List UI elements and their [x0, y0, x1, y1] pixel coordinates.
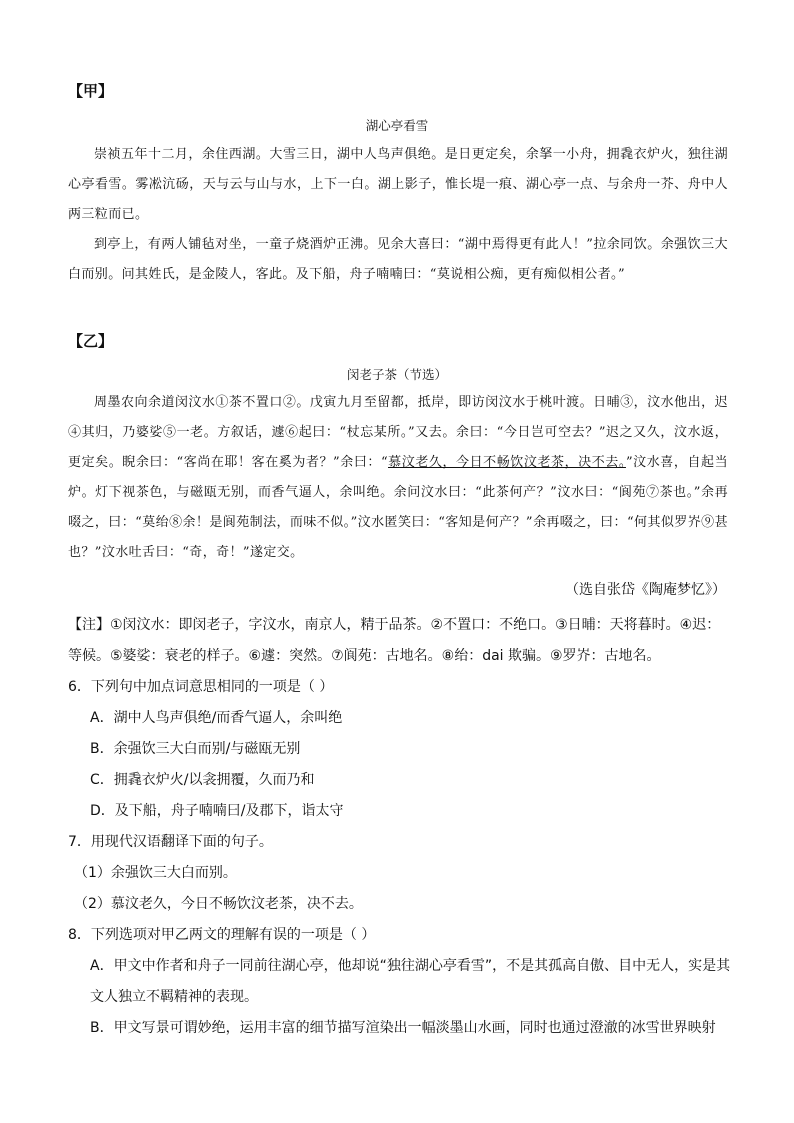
question-7-item-1: （1）余强饮三大白而别。: [74, 865, 237, 881]
passage-b-title: 闵老子茶（节选）: [346, 367, 447, 382]
passage-b-underlined-sentence: 慕汶老久，今日不畅饮汶老茶，决不去。: [388, 455, 626, 470]
passage-a-title: 湖心亭看雪: [365, 118, 429, 133]
question-7-stem: 7．用现代汉语翻译下面的句子。: [68, 834, 273, 850]
passage-b-text-before: 周墨农向余道闵汶水①茶不置口②。戊寅九月至留都，抵岸，即访闵汶水于桃叶渡。日晡③，汶水他出，迟④其归，乃婆娑⑤一老。方叙话，遽⑥起曰：“杖忘某所。”又去。余曰：“今日岂可空去？”迟之又久，汶水返，更定矣。睨余曰：“客尚在耶！客在奚为者？”余曰：“: [68, 395, 729, 470]
question-6-option-d: D．及下船，舟子喃喃曰/及郡下，诣太守: [90, 803, 344, 819]
passage-b-body: [68, 388, 728, 568]
question-8: [68, 920, 734, 1044]
question-8-option-b: B．甲文写景可谓妙绝，运用丰富的细节描写渲染出一幅淡墨山水画，同时也通过澄澈的冰雪世界映射: [90, 1020, 716, 1036]
passage-b-source: （选自张岱《陶庵梦忆》）: [565, 582, 726, 598]
passage-b-text-after: ”汶水喜，自起当炉。灯下视茶色，与磁瓯无别，而香气逼人，余叫绝。余问汶水曰：“此茶何产？”汶水曰：“阆苑⑦茶也。”余再啜之，曰：“莫绐⑧余！是阆苑制法，而味不似。”汶水匿笑曰：“客知是何产？”余再啜之，曰：“何其似罗岕⑨甚也？”汶水吐舌曰：“奇，奇！”遂定交。: [68, 455, 728, 560]
question-8-stem: 8．下列选项对甲乙两文的理解有误的一项是（ ）: [68, 927, 376, 943]
question-7: [68, 827, 734, 920]
question-6-option-a: A．湖中人鸟声俱绝/而香气逼人，余叫绝: [90, 710, 343, 726]
question-6-stem: 6．下列句中加点词意思相同的一项是（ ）: [68, 679, 334, 695]
question-7-item-2: （2）慕汶老久，今日不畅饮汶老茶，决不去。: [74, 896, 363, 912]
question-8-option-a: A．甲文中作者和舟子一同前往湖心亭，他却说“独往湖心亭看雪”，不是其孤高自傲、目中无人，实是其文人独立不羁精神的表现。: [90, 958, 731, 1005]
notes: 【注】①闵汶水：即闵老子，字汶水，南京人，精于品茶。②不置口：不绝口。③日晡：天将暮时。④迟：等候。⑤婆娑：衰老的样子。⑥遽：突然。⑦阆苑：古地名。⑧绐：dai 欺骗。⑨罗岕：古地名。: [68, 617, 721, 664]
passage-b-paragraph: [68, 388, 728, 568]
passage-a-body: [68, 140, 728, 290]
question-6-option-b: B．余强饮三大白而别/与磁瓯无别: [90, 741, 301, 757]
passage-a-label: 【甲】: [68, 82, 114, 100]
question-6-option-c: C．拥毳衣炉火/以衾拥覆，久而乃和: [90, 772, 315, 788]
passage-a-paragraph-1: 崇祯五年十二月，余住西湖。大雪三日，湖中人鸟声俱绝。是日更定矣，余拏一小舟，拥毳衣炉火，独往湖心亭看雪。雾凇沆砀，天与云与山与水，上下一白。湖上影子，惟长堤一痕、湖心亭一点、与余舟一芥、舟中人两三粒而已。: [68, 147, 728, 222]
passage-a-paragraph-2: 到亭上，有两人铺毡对坐，一童子烧酒炉正沸。见余大喜曰：“湖中焉得更有此人！”拉余同饮。余强饮三大白而别。问其姓氏，是金陵人，客此。及下船，舟子喃喃曰：“莫说相公痴，更有痴似相公者。”: [68, 237, 728, 282]
passage-b-label: 【乙】: [68, 332, 114, 350]
question-6: [68, 672, 734, 827]
